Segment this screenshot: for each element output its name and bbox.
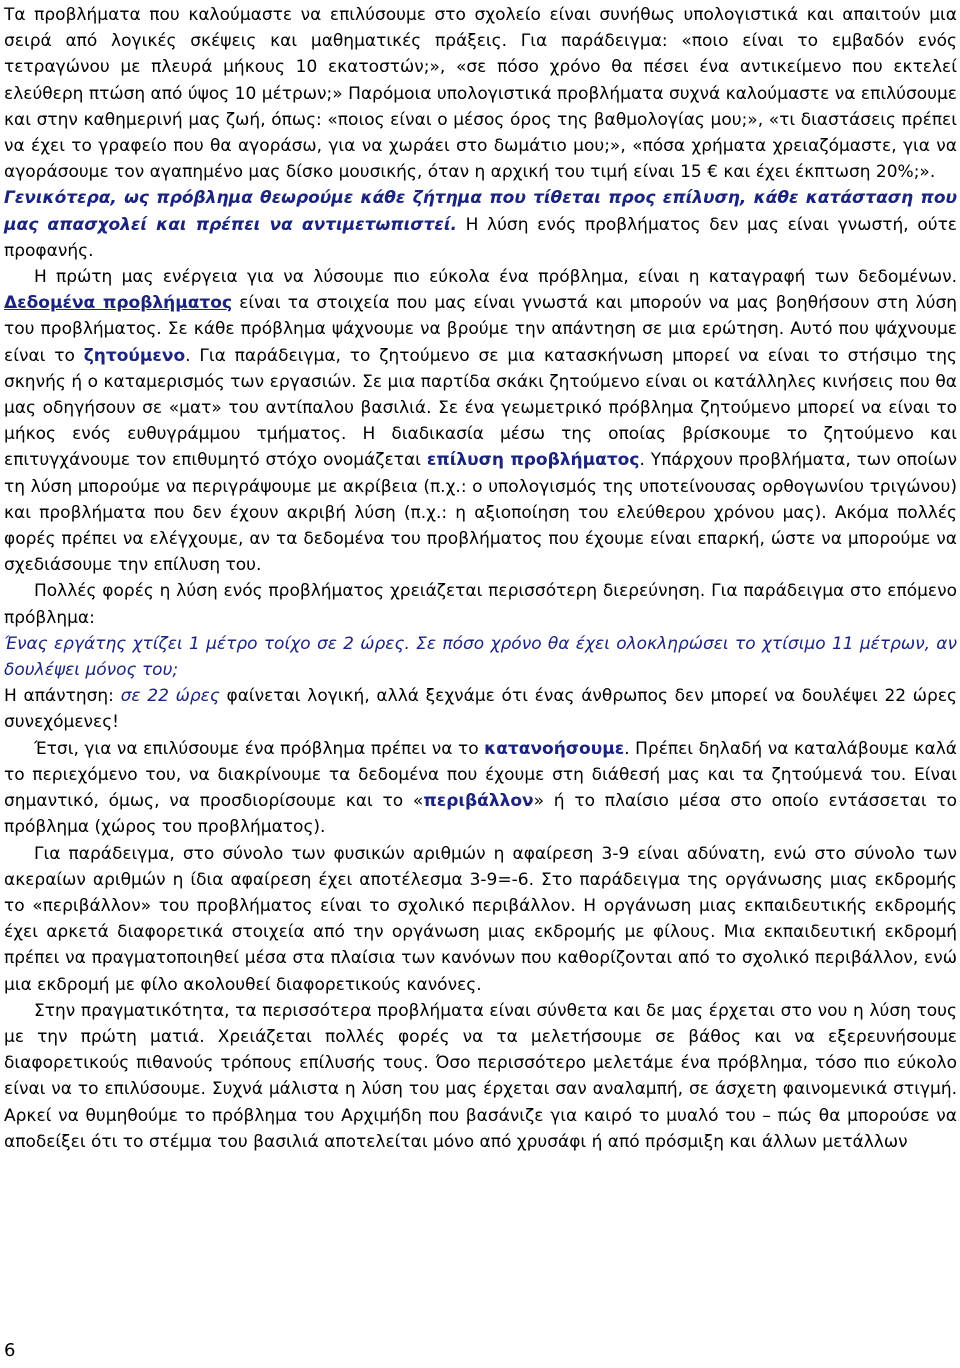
paragraph xyxy=(4,841,957,998)
paragraph xyxy=(4,998,957,1155)
definition-text: Γενικότερα, ως πρόβλημα θεωρούμε κάθε ζήτημα που τίθεται προς επίλυση, κάθε κατάσταση που μας απασχολεί και πρέπει να αντιμετωπιστεί. xyxy=(4,188,957,235)
text-run: φαίνεται λογική, αλλά ξεχνάμε ότι ένας άνθρωπος δεν μπορεί να δουλέψει 22 ώρες συνεχόμενες! xyxy=(4,686,957,733)
text-run: Για παράδειγμα, στο σύνολο των φυσικών αριθμών η αφαίρεση 3-9 είναι αδύνατη, ενώ στο σύνολο των ακεραίων αριθμών η ίδια αφαίρεση έχει αποτέλεσμα 3-9=-6. Στο παράδειγμα της οργάνωσης μιας εκδρομής το «περιβάλλον» του προβλήματος είναι το σχολικό περιβάλλον. Η οργάνωση μιας εκπαιδευτικής εκδρομής έχει αρκετά διαφορετικά στοιχεία από την οργάνωση μιας εκδρομής με φίλους. Μια εκπαιδευτική εκδρομή πρέπει να πραγματοποιηθεί μέσα στα πλαίσια των κανόνων που καθορίζονται από το σχολικό περιβάλλον, ενώ μια εκδρομή με φίλο ακολουθεί διαφορετικούς κανόνες. xyxy=(4,843,957,995)
paragraph xyxy=(4,185,957,264)
text-run: » ή το πλαίσιο μέσα στο οποίο εντάσσεται το πρόβλημα (χώρος του προβλήματος). xyxy=(4,791,957,838)
paragraph xyxy=(4,736,957,841)
paragraph xyxy=(4,683,957,735)
text-run: Η πρώτη μας ενέργεια για να λύσουμε πιο εύκολα ένα πρόβλημα, είναι η καταγραφή των δεδομένων. xyxy=(34,267,957,288)
paragraph xyxy=(4,578,957,630)
text-run: . Υπάρχουν προβλήματα, των οποίων τη λύση μπορούμε να περιγράψουμε με ακρίβεια (π.χ.: ο υπολογισμός της υποτείνουσας ορθογωνίου τριγώνου) και προβλήματα που δεν έχουν ακριβή λύση (π.χ.: η αξιοποίηση του ελεύθερου χρόνου μας). Ακόμα πολλές φορές πρέπει να ελέγχουμε, αν τα δεδομένα του προβλήματος που έχουμε είναι επαρκή, ώστε να μπορούμε να σχεδιάσουμε την επίλυση του. xyxy=(4,450,957,576)
bold-term: περιβάλλον xyxy=(423,791,534,812)
page-number: 6 xyxy=(4,1340,16,1361)
paragraph xyxy=(4,264,957,578)
italic-text: σε 22 ώρες xyxy=(120,686,220,707)
text-run: Πολλές φορές η λύση ενός προβλήματος χρειάζεται περισσότερη διερεύνηση. Για παράδειγμα στο επόμενο πρόβλημα: xyxy=(4,581,957,628)
text-run: Η απάντηση: xyxy=(4,686,121,707)
text-run: είναι τα στοιχεία που μας είναι γνωστά και μπορούν να μας βοηθήσουν στη λύση του προβλήματος. Σε κάθε πρόβλημα ψάχνουμε να βρούμε την απάντηση σε μια ερώτηση. Αυτό που ψάχνουμε είναι το xyxy=(4,293,957,366)
text-run: . Πρέπει δηλαδή να καταλάβουμε καλά το περιεχόμενο του, να διακρίνουμε τα δεδομένα που έχουμε στη διάθεσή μας και τα ζητούμενά του. Είναι σημαντικό, όμως, να προσδιορίσουμε και το « xyxy=(4,738,957,812)
paragraph xyxy=(4,631,957,683)
text-run: Τα προβλήματα που καλούμαστε να επιλύσουμε στο σχολείο είναι συνήθως υπολογιστικά και απαιτούν μια σειρά από λογικές σκέψεις και μαθηματικές πράξεις. Για παράδειγμα: «ποιο είναι το εμβαδόν ενός τετραγώνου με πλευρά μήκους 10 εκατοστών;», «σε πόσο χρόνο θα πέσει ένα αντικείμενο που εκτελεί ελεύθερη πτώση από ύψος 10 μέτρων;» Παρόμοια υπολογιστικά προβλήματα συχνά καλούμαστε να επιλύσουμε και στην καθημερινή μας ζωή, όπως: «ποιος είναι ο μέσος όρος της βαθμολογίας μου;», «τι διαστάσεις πρέπει να έχει το γραφείο που θα αγοράσω, για να χωράει στο δωμάτιο μου;», «πόσα χρήματα χρειαζόμαστε, για να αγοράσουμε τον αγαπημένο μας δίσκο μουσικής, όταν η αρχική του τιμή είναι 15 € και έχει έκπτωση 20%;». xyxy=(4,5,957,183)
bold-term: κατανοήσουμε xyxy=(484,738,625,759)
text-run: Η λύση ενός προβλήματος δεν μας είναι γνωστή, ούτε προφανής. xyxy=(4,214,957,261)
bold-term: ζητούμενο xyxy=(83,345,186,366)
text-run: . Για παράδειγμα, το ζητούμενο σε μια κατασκήνωση μπορεί να είναι το στήσιμο της σκηνής ή ο καταμερισμός των εργασιών. Σε μια παρτίδα σκάκι ζητούμενο είναι οι κατάλληλες κινήσεις που θα μας οδηγήσουν σε «ματ» του αντίπαλου βασιλιά. Σε ένα γεωμετρικό πρόβλημα ζητούμενο μπορεί να είναι το μήκος ενός ευθυγράμμου τμήματος. Η διαδικασία μέσω της οποίας βρίσκουμε το ζητούμενο και επιτυγχάνουμε τον επιθυμητό στόχο ονομάζεται xyxy=(4,345,957,471)
italic-text: Ένας εργάτης χτίζει 1 μέτρο τοίχο σε 2 ώρες. Σε πόσο χρόνο θα έχει ολοκληρώσει το χτίσιμο 11 μέτρων, αν δουλέψει μόνος του; xyxy=(4,633,957,681)
underlined-term: Δεδομένα προβλήματος xyxy=(4,293,233,314)
bold-term: επίλυση προβλήματος xyxy=(426,450,640,471)
paragraph xyxy=(4,2,957,185)
document-body xyxy=(4,2,957,1155)
text-run: Έτσι, για να επιλύσουμε ένα πρόβλημα πρέπει να το xyxy=(34,738,485,759)
text-run: Στην πραγματικότητα, τα περισσότερα προβλήματα είναι σύνθετα και δε μας έρχεται στο νου η λύση τους με την πρώτη ματιά. Χρειάζεται πολλές φορές να τα μελετήσουμε σε βάθος και να εξερευνήσουμε διαφορετικούς πιθανούς τρόπους επίλυσής τους. Όσο περισσότερο μελετάμε ένα πρόβλημα, τόσο πιο εύκολο είναι να το επιλύσουμε. Συχνά μάλιστα η λύση του μας έρχεται σαν αναλαμπή, σε άσχετη φαινομενικά στιγμή. Αρκεί να θυμηθούμε το πρόβλημα του Αρχιμήδη που βασάνιζε για καιρό το μυαλό του – πώς θα μπορούσε να αποδείξει ότι το στέμμα του βασιλιά αποτελείται μόνο από χρυσάφι ή από πρόσμιξη και άλλων μετάλλων xyxy=(4,1000,957,1152)
